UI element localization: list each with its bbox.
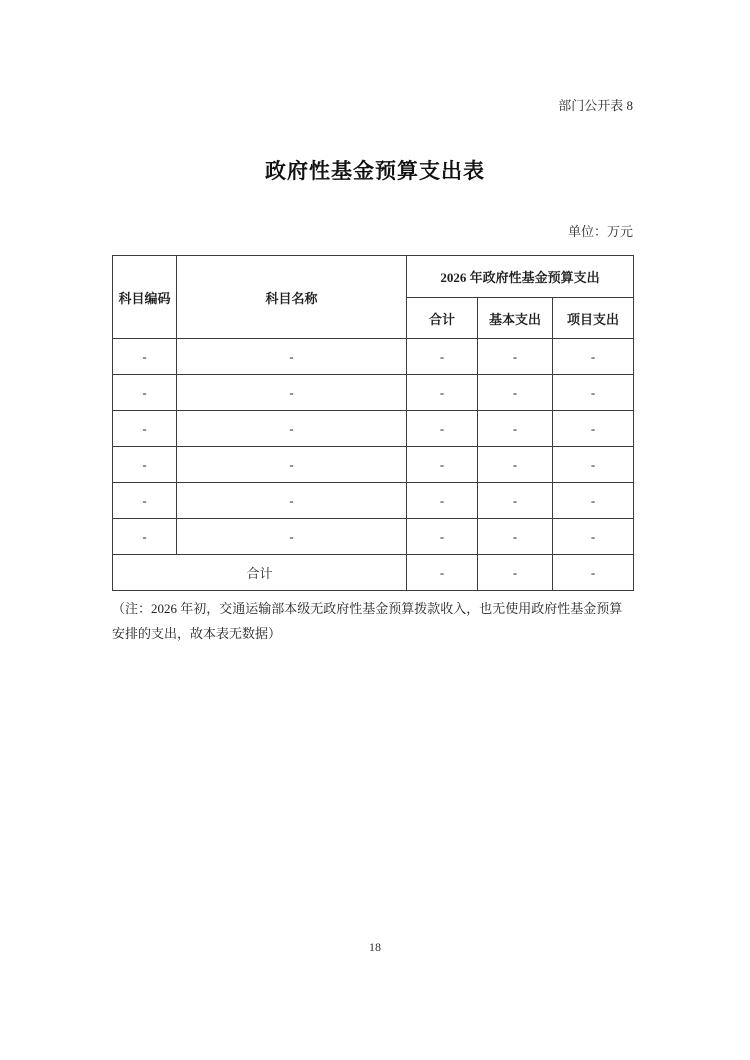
header-subject-code: 科目编码 [113,256,177,339]
total-cell-total: - [407,555,478,591]
total-row-label: 合计 [113,555,407,591]
header-basic-expenditure: 基本支出 [478,298,553,339]
table-row [113,483,634,519]
cell-project: - [553,411,634,447]
cell-total: - [407,519,478,555]
cell-basic: - [478,375,553,411]
table-row [113,375,634,411]
table-total-row [113,555,634,591]
cell-project: - [553,339,634,375]
cell-total: - [407,483,478,519]
total-cell-project: - [553,555,634,591]
cell-project: - [553,447,634,483]
header-project-expenditure: 项目支出 [553,298,634,339]
cell-basic: - [478,519,553,555]
table-row [113,339,634,375]
table-row [113,519,634,555]
unit-label: 单位：万元 [567,224,633,239]
cell-project: - [553,483,634,519]
header-budget-group: 2026 年政府性基金预算支出 [407,256,634,298]
cell-project: - [553,375,634,411]
budget-table [112,255,634,591]
footnote-line-1: （注：2026 年初，交通运输部本级无政府性基金预算拨款收入，也无使用政府性基金预算 [112,601,623,616]
doc-sheet-label: 部门公开表 8 [558,98,633,113]
cell-basic: - [478,411,553,447]
cell-name: - [177,411,407,447]
total-cell-basic: - [478,555,553,591]
cell-total: - [407,375,478,411]
cell-name: - [177,339,407,375]
cell-code: - [113,339,177,375]
cell-code: - [113,411,177,447]
table-header-row-1 [113,256,634,298]
table-row [113,411,634,447]
cell-name: - [177,447,407,483]
footnote [112,596,638,646]
cell-code: - [113,519,177,555]
cell-total: - [407,447,478,483]
cell-basic: - [478,339,553,375]
cell-code: - [113,375,177,411]
cell-basic: - [478,447,553,483]
cell-code: - [113,447,177,483]
footnote-line-2: 安排的支出，故本表无数据） [112,626,282,641]
page-number: 18 [369,940,381,954]
cell-code: - [113,483,177,519]
page-title: 政府性基金预算支出表 [265,159,485,183]
table-row [113,447,634,483]
cell-name: - [177,375,407,411]
cell-project: - [553,519,634,555]
cell-name: - [177,519,407,555]
cell-total: - [407,339,478,375]
cell-name: - [177,483,407,519]
header-total: 合计 [407,298,478,339]
header-subject-name: 科目名称 [177,256,407,339]
cell-basic: - [478,483,553,519]
cell-total: - [407,411,478,447]
